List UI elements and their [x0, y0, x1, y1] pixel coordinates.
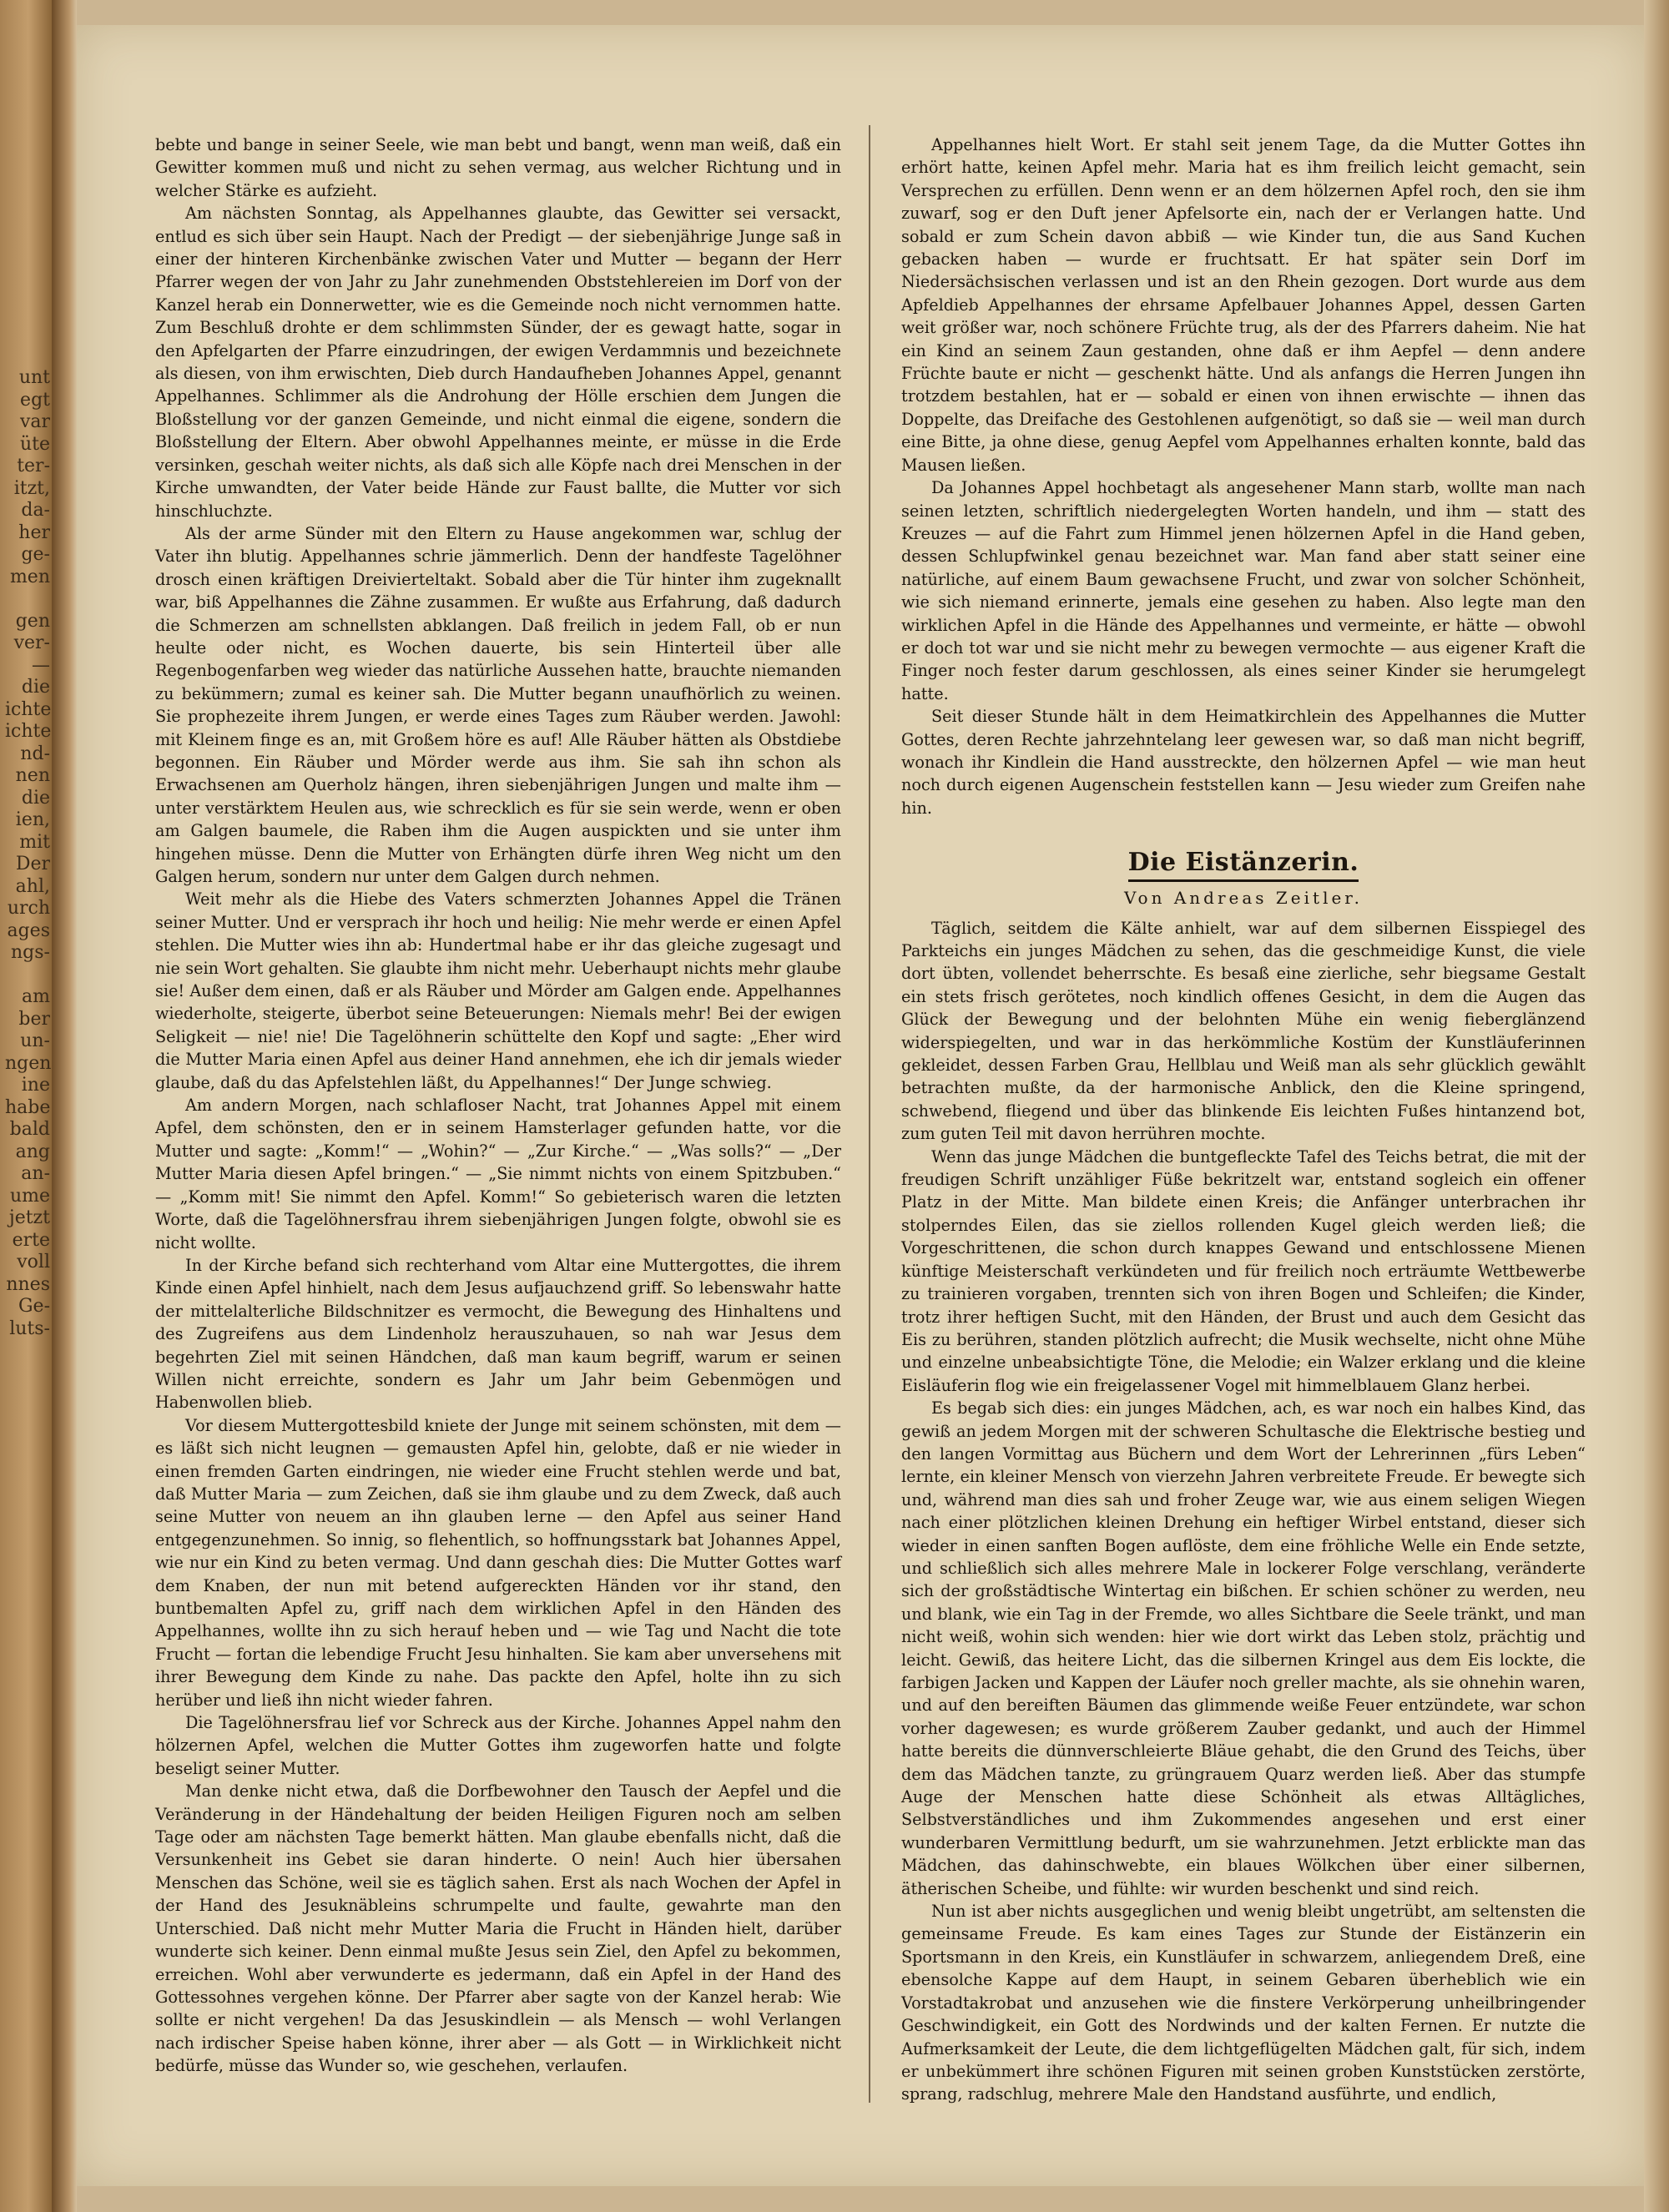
paragraph: In der Kirche befand sich rechterhand vom Altar eine Muttergottes, die ihrem Kinde einen Apfel hinhielt, nach dem Jesus aufjauchzend griff. So lebenswahr hatte der mittelalterliche Bildschnitzer es vermocht, die Bewegung des Hinhaltens und des Zugreifens aus dem Lindenholz herauszuhauen, so nah war Jesus dem begehrten Ziel mit seinen Händchen, daß man kaum begriff, warum er seinen Willen nicht erreichte, sondern es Jahr um Jahr beim Gebenmögen und Habenwollen blieb.: [155, 1255, 841, 1413]
previous-page-text-fragments: unt egt var üte ter- itzt, da- her ge- men gen ver- — die ichte ichte nd- nen die ien, mit Der ahl, urch ages ngs- am ber un- ngen ine habe bald ang an- ume jetzt erte voll nnes Ge- luts-: [5, 367, 52, 1339]
paragraph: Seit dieser Stunde hält in dem Heimatkirchlein des Appelhannes die Mutter Gottes, deren Rechte jahrzehntelang leer gewesen war, so daß man nicht begriff, wonach ihr Kindlein die Hand ausstreckte, den hölzernen Apfel — wie man heut noch durch eigenen Augenschein feststellen kann — Jesu wieder zum Greifen nahe hin.: [901, 707, 1586, 818]
paragraph: Es begab sich dies: ein junges Mädchen, ach, es war noch ein halbes Kind, das gewiß an jedem Morgen mit der schweren Schultasche die Elektrische bestieg und den langen Vormittag aus Büchern und dem Wort der Lehrerinnen „fürs Leben“ lernte, ein kleiner Mensch von vierzehn Jahren verbreitete Freude. Er bewegte sich und, während man dies sah und froher Zeuge war, wie aus einem seligen Wiegen nach einer plötzlichen kleinen Drehung ein heftiger Wirbel entstand, dieser sich wieder in einen sanften Bogen auflöste, dem eine fröhliche Welle ein Ende setzte, und schließlich sich alles mehrere Male in lockerer Folge verschlang, veränderte sich der großstädtische Wintertag ein bißchen. Er schien schöner zu werden, neu und blank, wie ein Tag in der Fremde, wo alles Sichtbare die Seele tränkt, und man nicht weiß, wohin sich wenden: hier wie dort wirkt das Leben stolz, prächtig und leicht. Gewiß, das heitere Licht, das die silbernen Kringel aus dem Eis lockte, die farbigen Jacken und Kappen der Läufer noch greller machte, als sie ohnehin waren, und auf den bereiften Bäumen das glimmende weiße Feuer entzündete, war schon vorher dagewesen; es wurde größerem Zauber gedankt, und auch der Himmel hatte bereits die dünnverschleierte Bläue gehabt, die den Grund des Teichs, über dem das Mädchen tanzte, zu grüngrauem Quarz werden ließ. Aber das stumpfe Auge der Menschen hatte diese Schönheit als etwas Alltägliches, Selbstverständliches und ihm Zukommendes angesehen und erst einer wunderbaren Vermittlung bedurft, um sie wahrzunehmen. Jetzt erblickte man das Mädchen, das dahinschwebte, ein blaues Wölkchen über einer silbernen, ätherischen Scheibe, und fühlte: wir wurden beschenkt und sind reich.: [901, 1398, 1586, 1898]
paragraph: Täglich, seitdem die Kälte anhielt, war auf dem silbernen Eisspiegel des Parkteichs ein junges Mädchen zu sehen, das die geschmeidige Kunst, die viele dort übten, vollendet beherrschte. Es besaß eine zierliche, sehr biegsame Gestalt ein stets frisch gerötetes, noch kindlich offenes Gesicht, in dem die Augen das Glück der Bewegung und der belohnten Mühe ein wenig fieberglänzend widerspiegelten, und war in das herkömmliche Kostüm der Kunstläuferinnen gekleidet, dessen Farben Grau, Hellblau und Weiß man als sehr glücklich gewählt betrachten mußte, da der harmonische Anblick, den die Kleine springend, schwebend, fliegend und über das blinkende Eis leichten Fußes hintanzend bot, zum guten Teil mit davon herrühren mochte.: [901, 918, 1586, 1144]
paragraph: Vor diesem Muttergottesbild kniete der Junge mit seinem schönsten, mit dem — es läßt sich nicht leugnen — gemausten Apfel hin, gelobte, daß er nie wieder in einen fremden Garten eindringen, nie wieder eine Frucht stehlen werde und bat, daß Mutter Maria — zum Zeichen, daß sie ihm glaube und zu dem Zweck, daß auch seine Mutter von neuem an ihn glauben lerne — den Apfel aus seiner Hand entgegenzunehmen. So innig, so flehentlich, so hoffnungsstark bat Johannes Appel, wie nur ein Kind zu beten vermag. Und dann geschah dies: Die Mutter Gottes warf dem Knaben, der nun mit betend aufgereckten Händen vor ihr stand, den buntbemalten Apfel zu, griff nach dem wirklichen Apfel in den Händen des Appelhannes, wollte ihn zu sich herauf heben und — wie Tag und Nacht die tote Frucht — fortan die lebendige Frucht Jesu hinhalten. Sie kam aber unversehens mit ihrer Bewegung dem Kinde zu nahe. Das packte den Apfel, holte ihn zu sich herüber und ließ ihn nicht wieder fahren.: [155, 1415, 841, 1710]
binding-gutter: [52, 0, 77, 2212]
left-column: [155, 134, 841, 2078]
paragraph: Appelhannes hielt Wort. Er stahl seit jenem Tage, da die Mutter Gottes ihn erhört hatte, keinen Apfel mehr. Maria hat es ihm freilich leicht gemacht, sein Versprechen zu erfüllen. Denn wenn er an dem hölzernen Apfel roch, den sie ihm zuwarf, sog er den Duft jener Apfelsorte ein, nach der er Verlangen hatte. Und sobald er zum Schein davon abbiß — wie Kinder tun, die aus Sand Kuchen gebacken haben — wurde er fruchtsatt. Er hat später sein Dorf im Niedersächsischen verlassen und ist an den Rhein gezogen. Dort wurde aus dem Apfeldieb Appelhannes der ehrsame Apfelbauer Johannes Appel, dessen Garten weit größer war, noch schönere Früchte trug, als der des Pfarrers daheim. Nie hat ein Kind an seinem Zaun gestanden, ohne daß er ihm Aepfel — denn andere Früchte baute er nicht — geschenkt hätte. Und als anfangs die Herren Jungen ihn trotzdem bestahlen, hat er — sobald er einen von ihnen erwischte — ihnen das Doppelte, das Dreifache des Gestohlenen aufgenötigt, so daß sie — weil man durch eine Bitte, ja ohne diese, genug Aepfel vom Appelhannes erhalten konnte, bald das Mausen ließen.: [901, 135, 1586, 475]
paragraph: Die Tagelöhnersfrau lief vor Schreck aus der Kirche. Johannes Appel nahm den hölzernen Apfel, welchen die Mutter Gottes ihm zugeworfen hatte und folgte beseligt seiner Mutter.: [155, 1713, 841, 1778]
paragraph: bebte und bange in seiner Seele, wie man bebt und bangt, wenn man weiß, daß ein Gewitter kommen muß und nicht zu sehen vermag, aus welcher Richtung und in welcher Stärke es aufzieht.: [155, 135, 841, 200]
paragraph: Als der arme Sünder mit den Eltern zu Hause angekommen war, schlug der Vater ihn blutig. Appelhannes schrie jämmerlich. Denn der handfeste Tagelöhner drosch einen kräftigen Dreivierteltakt. Sobald aber die Tür hinter ihm zugeknallt war, biß Appelhannes die Zähne zusammen. Er wußte aus Erfahrung, daß dadurch die Schmerzen am schnellsten abklangen. Daß freilich in jedem Fall, ob er nun heulte oder nicht, es Wochen dauerte, bis sein Hinterteil über alle Regenbogenfarben weg wieder das natürliche Aussehen hatte, brauchte niemanden zu bekümmern; zumal es keiner sah. Die Mutter begann unaufhörlich zu weinen. Sie prophezeite ihrem Jungen, er werde eines Tages zum Räuber werden. Jawohl: mit Kleinem finge es an, mit Großem höre es auf! Alle Räuber hätten als Obstdiebe begonnen. Ein Räuber und Mörder werde aus ihm. Sie sah ihn schon als Erwachsenen am Querholz hängen, ihren siebenjährigen Jungen und malte ihm — unter verstärktem Heulen aus, wie schrecklich es für sie sein werde, wenn er oben am Galgen baumele, die Raben ihm die Augen auspickten und sie unter ihm hingehen müsse. Denn die Mutter von Erhängten dürfe ihren Weg nicht um den Galgen herum, sondern nur unter dem Galgen durch nehmen.: [155, 523, 841, 886]
paragraph: Man denke nicht etwa, daß die Dorfbewohner den Tausch der Aepfel und die Veränderung in der Händehaltung der beiden Heiligen Figuren noch am selben Tage oder am nächsten Tage bemerkt hätten. Man glaube ebenfalls nicht, daß die Versunkenheit ins Gebet sie daran hinderte. O nein! Auch hier übersahen Menschen das Schöne, weil sie es täglich sahen. Erst als nach Wochen der Apfel in der Hand des Jesuknäbleins schrumpelte und faulte, gewahrte man den Unterschied. Daß nicht mehr Mutter Maria die Frucht in Händen hielt, darüber wunderte sich keiner. Denn einmal mußte Jesus sein Ziel, den Apfel zu bekommen, erreichen. Wohl aber verwunderte es jedermann, daß ein Apfel in der Hand des Gottessohnes vergehen könne. Der Pfarrer aber sagte von der Kanzel herab: Wie sollte er nicht vergehen! Da das Jesuskindlein — als Mensch — wohl Verlangen nach irdischer Speise haben könne, ihrer aber — als Gott — in Wirklichkeit nicht bedürfe, müsse das Wunder so, wie geschehen, verlaufen.: [155, 1781, 841, 2076]
paragraph: Weit mehr als die Hiebe des Vaters schmerzten Johannes Appel die Tränen seiner Mutter. Und er versprach ihr hoch und heilig: Nie mehr werde er einen Apfel stehlen. Die Mutter wies ihn ab: Hundertmal habe er ihr das gleiche zugesagt und nie sein Wort gehalten. Sie glaubte ihm nicht mehr. Ueberhaupt nichts mehr glaube sie! Außer dem einen, daß er als Räuber und Mörder am Galgen ende. Appelhannes wiederholte, steigerte, überbot seine Beteuerungen: Niemals mehr! Bei der ewigen Seligkeit — nie! nie! Die Tagelöhnerin schüttelte den Kopf und sagte: „Eher wird die Mutter Maria einen Apfel aus deiner Hand annehmen, ehe ich dir jemals wieder glaube, daß du das Apfelstehlen läßt, du Appelhannes!“ Der Junge schwieg.: [155, 889, 841, 1092]
article-title: Die Eistänzerin.: [1128, 848, 1359, 882]
paragraph: Am andern Morgen, nach schlafloser Nacht, trat Johannes Appel mit einem Apfel, dem schönsten, den er in seinem Hamsterlager gefunden hatte, vor die Mutter und sagte: „Komm!“ — „Wohin?“ — „Zur Kirche.“ — „Was solls?“ — „Der Mutter Maria diesen Apfel bringen.“ — „Sie nimmt nichts von einem Spitzbuben.“ — „Komm mit! Sie nimmt den Apfel. Komm!“ So gebieterisch waren die letzten Worte, daß die Tagelöhnersfrau ihrem siebenjährigen Jungen folgte, obwohl sie es nicht wollte.: [155, 1096, 841, 1252]
paragraph: Da Johannes Appel hochbetagt als angesehener Mann starb, wollte man nach seinen letzten, schriftlich niedergelegten Worten handeln, und ihm — statt des Kreuzes — auf die Fahrt zum Himmel jenen hölzernen Apfel in die Hand geben, dessen Schlupfwinkel genau bezeichnet war. Man fand aber statt seiner eine natürliche, auf einem Baum gewachsene Frucht, und zwar von solcher Schönheit, wie sich niemand erinnerte, jemals eine gesehen zu haben. Also legte man den wirklichen Apfel in die Hände des Appelhannes und vermeinte, er hätte — obwohl er doch tot war und sie nicht mehr zu bewegen vermochte — aus eigener Kraft die Finger noch fester darum geschlossen, als eines seiner Kinder sie herumgelegt hatte.: [901, 478, 1586, 703]
article-author: Von Andreas Zeitler.: [1123, 888, 1364, 909]
previous-page-edge: [0, 0, 52, 2212]
paragraph: Nun ist aber nichts ausgeglichen und wenig bleibt ungetrübt, am seltensten die gemeinsame Freude. Es kam eines Tages zur Stunde der Eistänzerin ein Sportsmann in den Kreis, ein Kunstläufer in schwarzem, anliegendem Dreß, eine ebensolche Kappe auf dem Haupt, in seinem Gebaren überheblich wie ein Vorstadtakrobat und anzusehen wie die finstere Verkörperung unheilbringender Geschwindigkeit, ein Gott des Nordwinds und der kalten Fernen. Er nutzte die Aufmerksamkeit der Leute, die dem lichtgeflügelten Mädchen galt, für sich, indem er unbekümmert ihre schönen Figuren mit seinen groben Kunststücken zerstörte, sprang, radschlug, mehrere Male den Handstand ausführte, und endlich,: [901, 1902, 1586, 2104]
paragraph: Wenn das junge Mädchen die buntgefleckte Tafel des Teichs betrat, die mit der freudigen Schrift unzähliger Füße bekritzelt war, entstand sogleich ein offener Platz in der Mitte. Man bildete einen Kreis; die Anfänger unterbrachen ihr stolperndes Eilen, das sie ziellos rollenden Kugel gleich werden ließ; die Vorgeschrittenen, die schon durch knappes Gewand und entschlossene Mienen künftige Meisterschaft verkündeten und für freilich noch erträumte Wettbewerbe zu trainieren vorgaben, trennten sich von ihren Bogen und Schleifen; die Kinder, trotz ihrer heftigen Sucht, mit den Händen, der Brust und auch dem Gesicht das Eis zu berühren, standen plötzlich aufrecht; die Musik wechselte, nicht ohne Mühe und einzelne unbeabsichtigte Töne, die Melodie; ein Walzer erklang und die kleine Eisläuferin flog wie ein freigelassener Vogel mit himmelblauem Glanz herbei.: [901, 1146, 1586, 1395]
right-column: [901, 134, 1586, 2106]
article-heading: [901, 848, 1586, 909]
column-divider: [869, 125, 870, 2103]
newspaper-page: [77, 25, 1644, 2186]
page-right-edge: [1644, 0, 1669, 2212]
paragraph: Am nächsten Sonntag, als Appelhannes glaubte, das Gewitter sei versackt, entlud es sich über sein Haupt. Nach der Predigt — der siebenjährige Junge saß in einer der hinteren Kirchenbänke zwischen Vater und Mutter — begann der Herr Pfarrer wegen der von Jahr zu Jahr zunehmenden Obststehlereien im Dorf von der Kanzel herab ein Donnerwetter, wie es die Gemeinde noch nicht vernommen hatte. Zum Beschluß drohte er dem schlimmsten Sünder, der es gewagt hatte, sogar in den Apfelgarten der Pfarre einzudringen, der ewigen Verdammnis und bezeichnete als diesen, von ihm erwischten, Dieb durch Handaufheben Johannes Appel, genannt Appelhannes. Schlimmer als die Androhung der Hölle erschien dem Jungen die Bloßstellung vor der ganzen Gemeinde, und nicht einmal die eigene, sondern die Bloßstellung der Eltern. Aber obwohl Appelhannes meinte, er müsse in die Erde versinken, geschah weiter nichts, als daß sich alle Köpfe nach drei Menschen in der Kirche umwandten, der Vater beide Hände zur Faust ballte, die Mutter vor sich hinschluchzte.: [155, 204, 841, 521]
